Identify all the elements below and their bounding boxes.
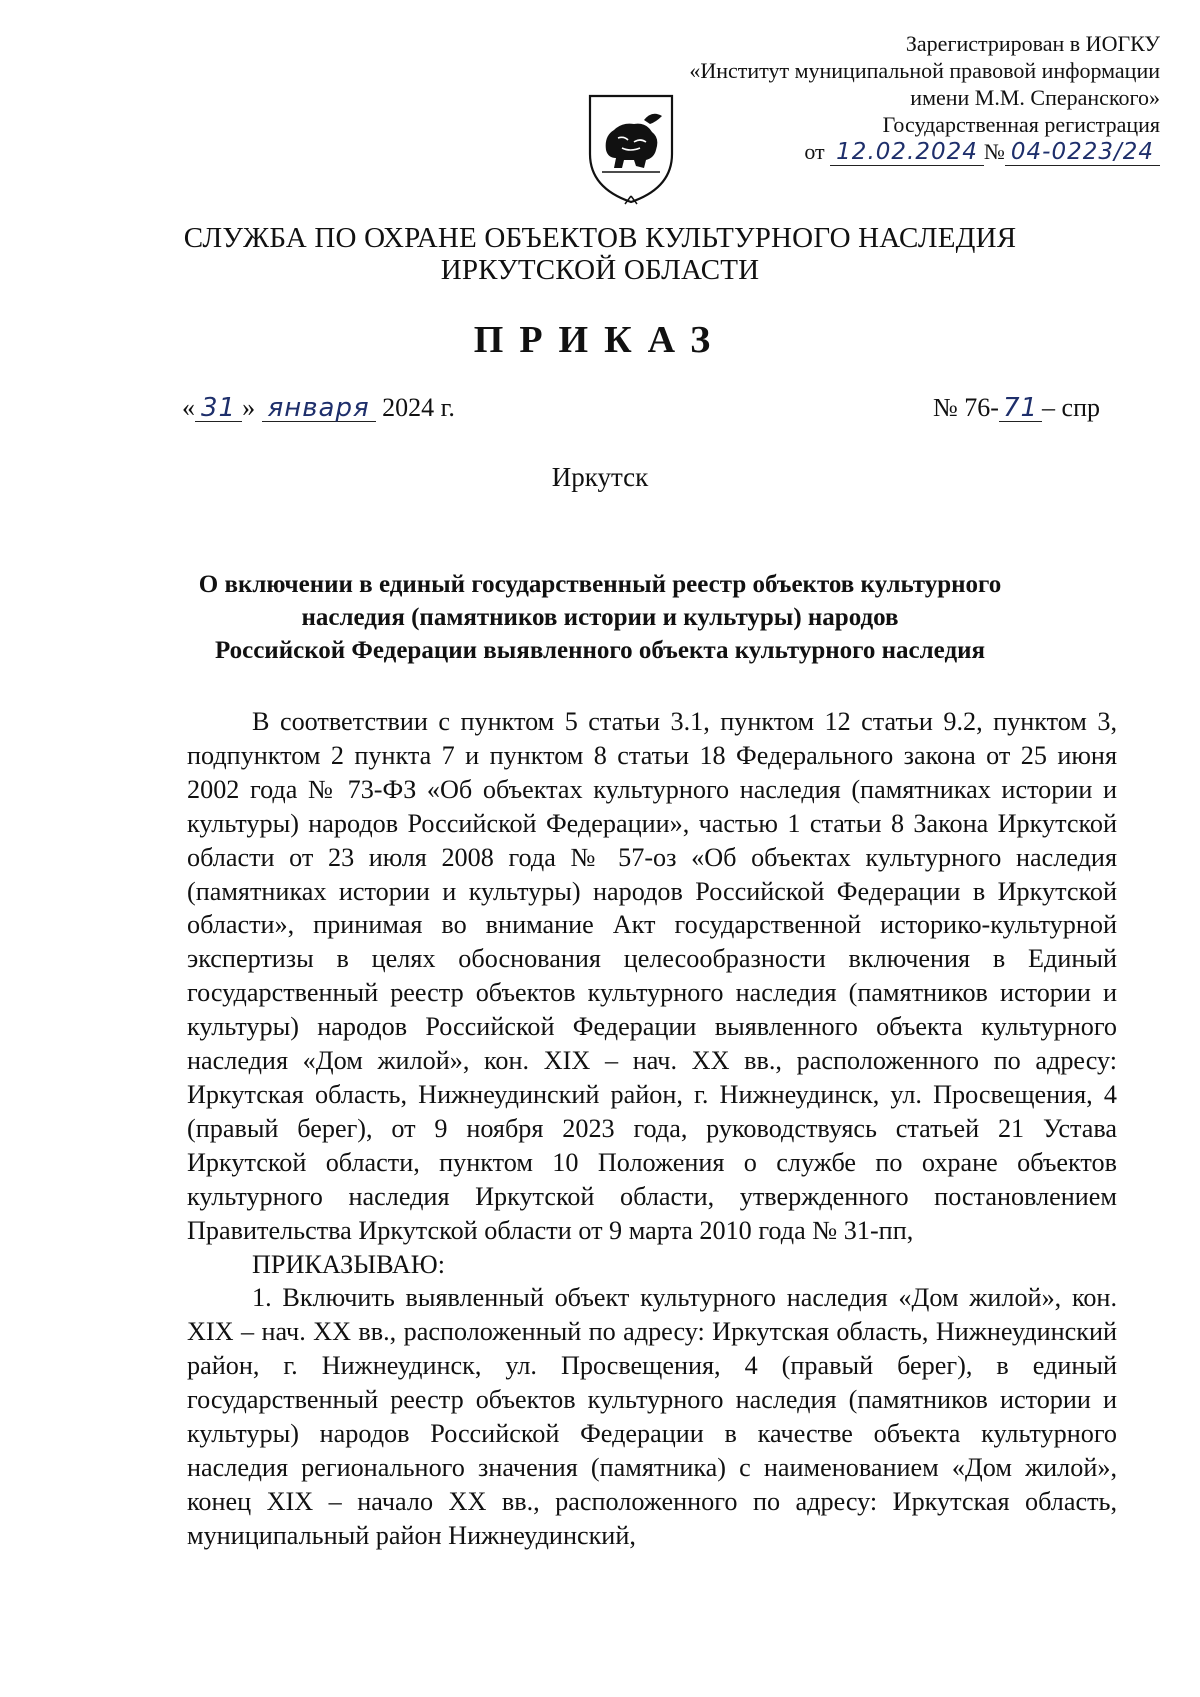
registration-date-prefix: от (804, 139, 825, 164)
registration-number-handwritten: 04-0223/24 (1005, 139, 1160, 166)
registration-line-4: Государственная регистрация (882, 112, 1160, 137)
number-handwritten: 71 (999, 395, 1042, 422)
registration-stamp (600, 30, 1160, 166)
preamble-paragraph: В соответствии с пунктом 5 статьи 3.1, пунктом 12 статьи 9.2, пунктом 3, подпунктом 2 пункта 7 и пунктом 8 статьи 18 Федерального закона от 25 июня 2002 года № 73-ФЗ «Об объектах культурного наследия (памятниках истории и культуры) народов Российской Федерации», частью 1 статьи 8 Закона Иркутской области от 23 июля 2008 года № 57-оз «Об объектах культурного наследия (памятниках истории и культуры) народов Российской Федерации в Иркутской области», принимая во внимание Акт государственной историко-культурной экспертизы в целях обоснования целесообразности включения в Единый государственный реестр объектов культурного наследия (памятников истории и культуры) народов Российской Федерации выявленного объекта культурного наследия «Дом жилой», кон. XIX – нач. XX вв., расположенного по адресу: Иркутская область, Нижнеудинский район, г. Нижнеудинск, ул. Просвещения, 4 (правый берег), от 9 ноября 2023 года, руководствуясь статьей 21 Устава Иркутской области, пунктом 10 Положения о службе по охране объектов культурного наследия Иркутской области, утвержденного постановлением Правительства Иркутской области от 9 марта 2010 года № 31-пп, (187, 707, 1117, 1245)
registration-number-prefix: № (983, 139, 1005, 164)
date-day-handwritten: 31 (195, 395, 242, 422)
date-year: 2024 г. (382, 393, 455, 422)
subject-line-2: наследия (памятников истории и культуры) народов (301, 604, 899, 631)
registration-line-1: Зарегистрирован в ИОГКУ (905, 31, 1160, 56)
registration-line-2: «Институт муниципальной правовой информации (689, 58, 1160, 83)
city: Иркутск (551, 462, 649, 492)
subject-line-1: О включении в единый государственный реестр объектов культурного (198, 571, 1002, 598)
registration-date-handwritten: 12.02.2024 (830, 139, 984, 166)
order-date (182, 393, 455, 423)
agency-name-line-2: ИРКУТСКОЙ ОБЛАСТИ (440, 254, 760, 286)
document-type-title: ПРИКАЗ (473, 319, 727, 361)
order-item-1: 1. Включить выявленный объект культурного наследия «Дом жилой», кон. XIX – нач. XX вв., расположенный по адресу: Иркутская область, Нижнеудинский район, г. Нижнеудинск, ул. Просвещения, 4 (правый берег), в единый государственный реестр объектов культурного наследия (памятников истории и культуры) народов Российской Федерации в качестве объекта культурного наследия регионального значения (памятника) с наименованием «Дом жилой», конец XIX – начало XX вв., расположенного по адресу: Иркутская область, муниципальный район Нижнеудинский, (187, 1283, 1117, 1550)
number-prefix: № 76- (932, 393, 999, 422)
order-word: ПРИКАЗЫВАЮ: (252, 1249, 445, 1279)
order-body (187, 705, 1117, 1553)
order-subject (160, 568, 1040, 667)
order-number (933, 393, 1100, 423)
agency-name (0, 222, 1200, 286)
registration-line-3: имени М.М. Сперанского» (910, 85, 1160, 110)
agency-name-line-1: СЛУЖБА ПО ОХРАНЕ ОБЪЕКТОВ КУЛЬТУРНОГО НАСЛЕДИЯ (183, 222, 1017, 254)
date-close-quote: » (242, 393, 256, 422)
registration-date-number (600, 138, 1160, 166)
date-open-quote: « (182, 393, 195, 422)
number-suffix: – спр (1042, 393, 1100, 422)
subject-line-3: Российской Федерации выявленного объекта культурного наследия (214, 637, 986, 664)
date-month-handwritten: января (262, 395, 376, 422)
irkutsk-coat-of-arms-icon (584, 92, 678, 206)
